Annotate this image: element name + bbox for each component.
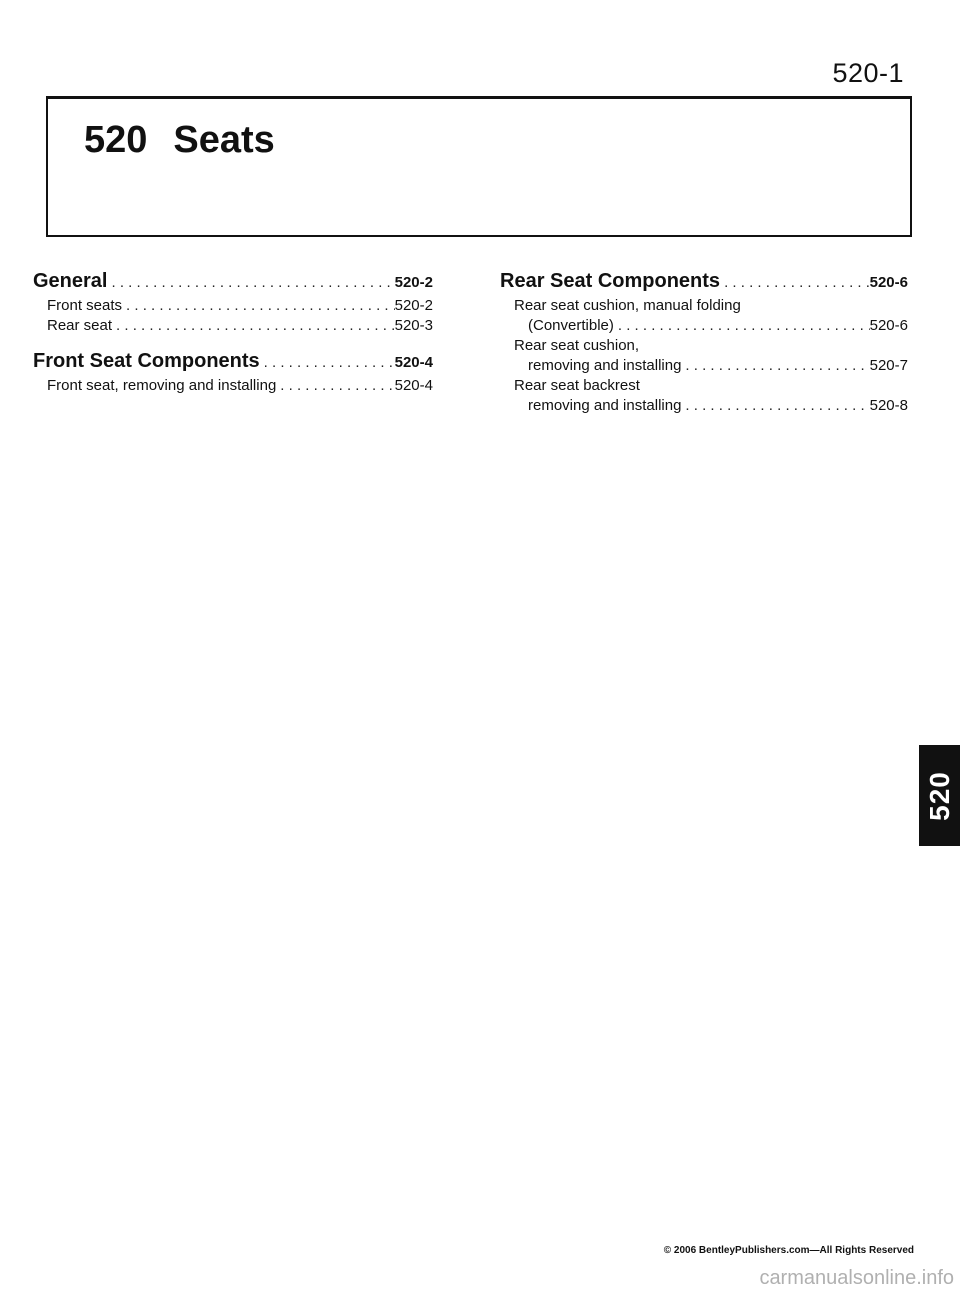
toc-entry[interactable] bbox=[33, 377, 433, 397]
section-thumb-tab[interactable] bbox=[919, 745, 960, 846]
toc-entry-page: 520-6 bbox=[869, 317, 908, 334]
chapter-number: 520 bbox=[84, 119, 148, 161]
toc-entry-page: 520-2 bbox=[394, 297, 433, 314]
toc-entry-page: 520-4 bbox=[394, 377, 433, 394]
toc-entry-page: 520-3 bbox=[394, 317, 433, 334]
leader-dots bbox=[107, 274, 394, 291]
toc-entry[interactable] bbox=[33, 270, 433, 297]
toc-entry-label: Rear Seat Components bbox=[500, 270, 721, 292]
toc-entry[interactable] bbox=[500, 357, 908, 377]
toc-entry-page: 520-7 bbox=[869, 357, 908, 374]
toc-entry[interactable] bbox=[33, 350, 433, 377]
leader-dots bbox=[112, 317, 395, 334]
toc-entry-label: Front Seat Components bbox=[33, 350, 260, 372]
toc-entry[interactable] bbox=[33, 297, 433, 317]
leader-dots bbox=[614, 317, 870, 334]
page-title bbox=[84, 119, 275, 162]
toc-right-column bbox=[500, 270, 908, 417]
leader-dots bbox=[260, 354, 395, 371]
toc-left-column bbox=[33, 270, 433, 397]
toc-entry[interactable] bbox=[500, 270, 908, 297]
section-thumb-tab-label: 520 bbox=[923, 770, 955, 821]
leader-dots bbox=[122, 297, 395, 314]
watermark: carmanualsonline.info bbox=[740, 1264, 960, 1293]
toc-entry-label: Front seats bbox=[47, 297, 123, 314]
toc-entry-label: Rear seat bbox=[47, 317, 113, 334]
toc-entry[interactable] bbox=[500, 317, 908, 337]
toc-entry-page: 520-8 bbox=[869, 397, 908, 414]
toc-entry-line[interactable]: Rear seat cushion, bbox=[514, 337, 640, 354]
toc-entry[interactable] bbox=[33, 317, 433, 337]
toc-entry-line[interactable]: Rear seat cushion, manual folding bbox=[514, 297, 741, 314]
title-box bbox=[46, 96, 912, 237]
chapter-name: Seats bbox=[173, 119, 275, 161]
toc-entry-page: 520-6 bbox=[869, 274, 908, 291]
toc-entry-label: removing and installing bbox=[528, 397, 682, 414]
page-number: 520-1 bbox=[832, 58, 904, 88]
leader-dots bbox=[276, 377, 394, 394]
copyright-notice: © 2006 BentleyPublishers.com—All Rights Reserved bbox=[663, 1245, 914, 1256]
toc-entry-page: 520-2 bbox=[394, 274, 433, 291]
leader-dots bbox=[681, 357, 869, 374]
toc-entry-label: (Convertible) bbox=[528, 317, 614, 334]
leader-dots bbox=[720, 274, 870, 291]
toc-entry-label: removing and installing bbox=[528, 357, 682, 374]
toc-entry-line[interactable]: Rear seat backrest bbox=[514, 377, 640, 394]
leader-dots bbox=[681, 397, 869, 414]
toc-entry-label: Front seat, removing and installing bbox=[47, 377, 277, 394]
toc-entry-label: General bbox=[33, 270, 108, 292]
toc-entry-page: 520-4 bbox=[394, 354, 433, 371]
toc-entry[interactable] bbox=[500, 397, 908, 417]
